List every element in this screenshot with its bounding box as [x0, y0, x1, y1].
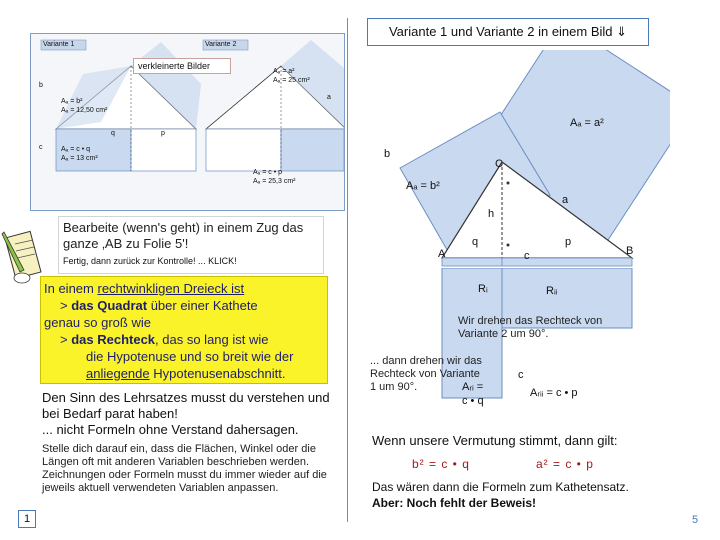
label-ari-1: Aᵣᵢ =: [462, 381, 484, 393]
rotate-text-2: Wir drehen das Rechteck von Variante 2 um 90°.: [458, 315, 603, 340]
slide-one-button[interactable]: 1: [18, 510, 36, 528]
label-vertex-a: A: [438, 248, 446, 260]
formula-b-squared: b² = c • q: [412, 457, 470, 471]
writing-hand-icon: [0, 224, 44, 299]
label-ari-2: c • q: [462, 395, 484, 407]
instruction-box: [58, 216, 324, 274]
conclusion-lead: Wenn unsere Vermutung stimmt, dann gilt:: [372, 433, 618, 448]
theorem-link[interactable]: rechtwinkligen Dreieck ist: [97, 281, 245, 296]
label-ab: Aₐ = b²: [406, 180, 440, 192]
return-link[interactable]: Fertig, dann zurück zur Kontrolle! ... KLICK!: [63, 256, 237, 266]
thumb-rii-2: Aₐ = 25,3 cm²: [253, 178, 296, 185]
thumb-ab-1: Aₐ = b²: [61, 98, 83, 105]
thumb-label-q: q: [111, 130, 115, 137]
formula-a-squared: a² = c • p: [536, 457, 594, 471]
thumb-label-a: a: [327, 94, 331, 101]
label-h: h: [488, 208, 495, 220]
thumb-tab-2: Variante 2: [205, 41, 237, 48]
slide-title: Variante 1 und Variante 2 in einem Bild ⇓: [367, 18, 649, 46]
notes-para1: Den Sinn des Lehrsatzes musst du verstehen und bei Bedarf parat haben! ... nicht Formeln ohne Verstand dahersagen.: [42, 390, 330, 437]
divider-line: [347, 18, 348, 522]
proof-missing-text: Aber: Noch fehlt der Beweis!: [372, 496, 537, 510]
label-b-side: b: [384, 148, 391, 160]
label-arii: Aᵣᵢᵢ = c • p: [530, 387, 578, 399]
thumb-aa-2: Aₐ = 25 cm²: [273, 77, 310, 84]
thumb-ri-2: Aₐ = 13 cm²: [61, 155, 98, 162]
label-aa: Aₐ = a²: [570, 117, 604, 129]
thumb-ab-2: Aₐ = 12,50 cm²: [61, 107, 108, 114]
result-text: Das wären dann die Formeln zum Kathetensatz.: [372, 480, 629, 494]
thumb-ri-1: Aₐ = c • q: [61, 146, 90, 153]
thumb-aa-1: Aₐ = a²: [273, 68, 295, 75]
label-vertex-c: C: [495, 158, 503, 170]
instruction-text: Bearbeite (wenn's geht) in einem Zug das ganze ‚AB zu Folie 5'!: [63, 220, 304, 251]
thumb-label-b: b: [39, 82, 43, 89]
label-rii: Rᵢᵢ: [546, 285, 558, 297]
thumb-tab-1: Variante 1: [43, 41, 75, 48]
label-c-small: c: [518, 369, 524, 381]
kathetensatz-figure: [360, 50, 670, 300]
thumb-label-p: p: [161, 130, 165, 137]
notes-para2: Stelle dich darauf ein, dass die Flächen, Winkel oder die Längen oft mit anderen Variablen beschrieben werden. Zeichnungen oder Formeln musst du immer wieder auf die jeweils aktuell verwendeten Variablen anpassen.: [42, 443, 327, 494]
label-vertex-b: B: [626, 245, 634, 257]
theorem-text: In einem rechtwinkligen Dreieck ist > das Quadrat über einer Kathete genau so groß wie > das Rechteck, das so lang ist wie die Hypotenuse und so breit wie der anliegende Hypotenusenabschnitt.: [44, 281, 294, 381]
rotate-text-1: ... dann drehen wir das Rechteck von Variante 1 um 90°.: [370, 355, 482, 393]
thumb-rii-1: Aₐ = c • p: [253, 169, 282, 176]
label-c-bottom: c: [524, 250, 530, 262]
page-number: 5: [692, 514, 699, 526]
rectangles-figure: [360, 268, 650, 433]
label-a-side: a: [562, 194, 569, 206]
thumb-label-c: c: [39, 144, 43, 151]
label-p: p: [565, 236, 572, 248]
label-q: q: [472, 236, 479, 248]
label-ri: Rᵢ: [478, 283, 488, 295]
thumbnail-note: verkleinerte Bilder: [133, 58, 231, 74]
